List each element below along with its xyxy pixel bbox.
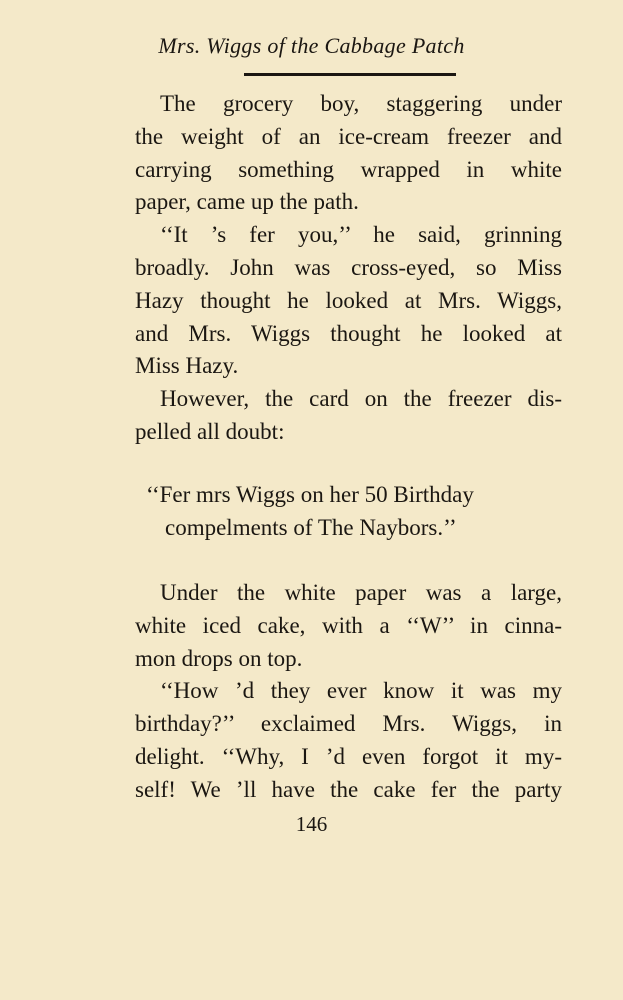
paragraph-line: ‘‘It ’s fer you,’’ he said, grinning: [160, 222, 562, 248]
paragraph-line: birthday?’’ exclaimed Mrs. Wiggs, in: [135, 711, 562, 737]
paragraph-line: Hazy thought he looked at Mrs. Wiggs,: [135, 287, 562, 313]
paragraph-line: and Mrs. Wiggs thought he looked at: [135, 320, 562, 346]
quote-line: compelments of The Naybors.’’: [165, 514, 457, 540]
paragraph-line: paper, came up the path.: [135, 189, 359, 215]
page-number: 146: [295, 812, 328, 836]
text-block-lower: [135, 577, 562, 807]
paragraph-line: ‘‘How ’d they ever know it was my: [160, 678, 562, 704]
quote-line: ‘‘Fer mrs Wiggs on her 50 Birthday: [146, 482, 474, 507]
paragraph-line: However, the card on the freezer dis-: [160, 386, 562, 412]
paragraph-line: carrying something wrapped in white: [135, 156, 562, 182]
paragraph-line: self! We ’ll have the cake fer the party: [135, 776, 562, 802]
paragraph-line: mon drops on top.: [135, 645, 303, 671]
running-head-title: Mrs. Wiggs of the Cabbage Patch: [158, 33, 465, 58]
card-quote: [146, 479, 566, 545]
paragraph-line: broadly. John was cross-eyed, so Miss: [135, 254, 562, 280]
paragraph-line: the weight of an ice-cream freezer and: [135, 123, 562, 149]
paragraph-line: pelled all doubt:: [135, 418, 285, 444]
header-rule: [244, 73, 456, 76]
paragraph-line: Under the white paper was a large,: [160, 580, 562, 605]
paragraph-line: delight. ‘‘Why, I ’d even forgot it my-: [135, 743, 562, 769]
paragraph-line: The grocery boy, staggering under: [160, 91, 562, 116]
paragraph-line: white iced cake, with a ‘‘W’’ in cinna-: [135, 612, 562, 638]
paragraph-line: Miss Hazy.: [135, 353, 239, 379]
text-block-upper: [135, 88, 562, 449]
